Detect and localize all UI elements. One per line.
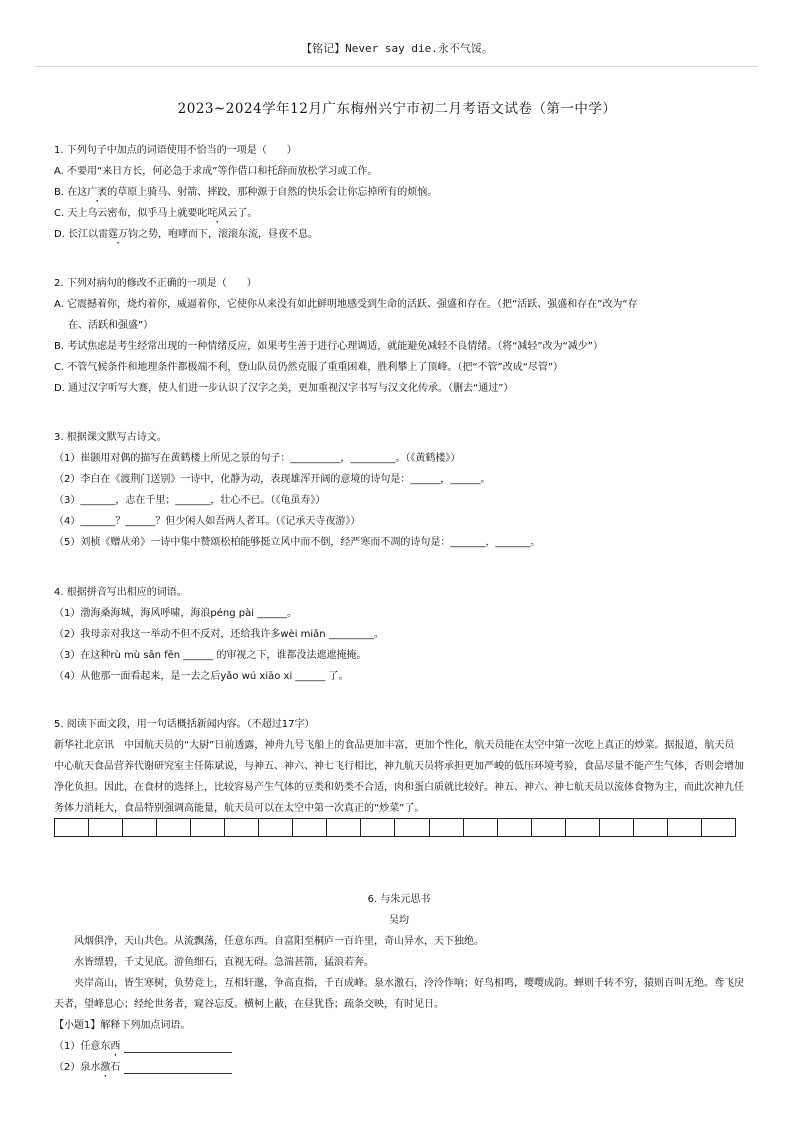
q2-option-d: D. 通过汉字听写大赛，使人们进一步认识了汉字之美，更加重视汉字书写与汉文化传承。（删去“通过”） bbox=[54, 383, 514, 394]
grid-cell[interactable] bbox=[89, 819, 123, 836]
grid-cell[interactable] bbox=[55, 819, 89, 836]
question-5 bbox=[54, 714, 744, 819]
q2-option-a: A. 它震撼着你，烧灼着你，威逼着你，它使你从来没有如此鲜明地感受到生命的活跃、强盛和存在。（把“活跃、强盛和存在”改为“存 bbox=[54, 299, 638, 310]
grid-cell[interactable] bbox=[634, 819, 668, 836]
answer-grid[interactable] bbox=[54, 818, 736, 837]
question-2 bbox=[54, 273, 744, 399]
q1-option-a: A. 不要用“来日方长，何必急于求成”等作借口和托辞而放松学习或工作。 bbox=[54, 166, 378, 177]
q4-line-3: （3）在这种rù mù sān fēn ______ 的审视之下，谁都没法遮遮掩掩。 bbox=[54, 650, 367, 661]
header-divider bbox=[36, 66, 758, 67]
dotted-word: 广袤 bbox=[87, 187, 108, 198]
q1-option-d: D. 长江以雷霆万钧之势，咆哮而下，滚滚东流，昼夜不息。 bbox=[54, 229, 319, 240]
grid-cell[interactable] bbox=[430, 819, 464, 836]
grid-cell[interactable] bbox=[668, 819, 702, 836]
grid-cell[interactable] bbox=[157, 819, 191, 836]
q6-author: 吴均 bbox=[389, 915, 409, 926]
q6-paragraph-1: 风烟俱净，天山共色。从流飘荡，任意东西。自富阳至桐庐一百许里，奇山异水，天下独绝。 bbox=[74, 936, 484, 947]
header-motto: 【铭记】Never say die.永不气馁。 bbox=[301, 42, 493, 55]
q4-stem: 4. 根据拼音写出相应的词语。 bbox=[54, 587, 187, 598]
grid-cell[interactable] bbox=[123, 819, 157, 836]
grid-cell[interactable] bbox=[600, 819, 634, 836]
q6-subquestion: 【小题1】解释下列加点词语。 bbox=[54, 1020, 191, 1031]
q3-line-5: （5）刘桢《赠从弟》一诗中集中赞颂松柏能够挺立风中而不倒，经严寒而不凋的诗句是：_______，_______。 bbox=[54, 537, 541, 548]
q2-stem: 2. 下列对病句的修改不正确的一项是（ ） bbox=[54, 278, 257, 289]
grid-cell[interactable] bbox=[702, 819, 735, 836]
grid-cell[interactable] bbox=[361, 819, 395, 836]
q2-option-a-cont: 在、活跃和强盛”） bbox=[68, 320, 154, 331]
answer-blank[interactable] bbox=[124, 1040, 232, 1053]
q5-passage: 新华社北京讯 中国航天员的“大厨”日前透露，神舟九号飞船上的食品更加丰富，更加个性化，航天员能在太空中第一次吃上真正的炒菜。据报道，航天员中心航天食品营养代谢研究室主任陈斌说，与神五、神六、神七飞行相比，神九航天员将承担更加严峻的低压环境考验，食品尽量不能产生气体，否则会增加净化负担。因此，在食材的选择上，比较容易产生气体的豆类和奶类不合适，肉和蛋白质就比较好。神五、神六、神七航天员以流体食物为主，而此次神九任务体力消耗大，食品特别强调高能量，航天员可以在太空中第一次真正的“炒菜”了。 bbox=[54, 740, 744, 814]
q4-line-1: （1）渤海桑海城，海风呼啸，海浪péng pài ______。 bbox=[54, 608, 298, 619]
q1-option-c: C. 天上乌云密布，似乎马上就要叱咤风云了。 bbox=[54, 208, 258, 219]
grid-cell[interactable] bbox=[498, 819, 532, 836]
q2-option-c: C. 不管气候条件和地理条件都极端不利，登山队员仍然克服了重重困难，胜利攀上了顶峰。（把“不管”改成“尽管”） bbox=[54, 362, 564, 373]
q4-line-2: （2）我母亲对我这一举动不但不反对，还给我许多wèi miǎn _________。 bbox=[54, 629, 384, 640]
grid-cell[interactable] bbox=[259, 819, 293, 836]
q3-line-3: （3）_______，志在千里；_______，壮心不已。（《龟虽寿》） bbox=[54, 495, 326, 506]
grid-cell[interactable] bbox=[191, 819, 225, 836]
grid-cell[interactable] bbox=[327, 819, 361, 836]
q4-line-4: （4）从他那一面看起来，是一去之后yǎo wú xiāo xi ______ 了。 bbox=[54, 671, 349, 682]
question-3 bbox=[54, 427, 744, 553]
answer-blank[interactable] bbox=[124, 1061, 232, 1074]
q1-stem: 1. 下列句子中加点的词语使用不恰当的一项是（ ） bbox=[54, 145, 297, 156]
q2-option-b: B. 考试焦虑是考生经常出现的一种情绪反应，如果考生善于进行心理调适，就能避免减轻不良情绪。（将“减轻”改为“减少”） bbox=[54, 341, 603, 352]
grid-cell[interactable] bbox=[225, 819, 259, 836]
question-6 bbox=[54, 889, 744, 1078]
q6-item-2: （2）泉水激石 bbox=[54, 1057, 744, 1078]
grid-cell[interactable] bbox=[293, 819, 327, 836]
q3-line-1: （1）崔颢用对偶的描写在黄鹤楼上所见之景的句子：__________，_________。（《黄鹤楼》） bbox=[54, 453, 461, 464]
grid-cell[interactable] bbox=[532, 819, 566, 836]
question-1 bbox=[54, 140, 744, 245]
question-4 bbox=[54, 582, 744, 687]
dotted-word: 雷霆万钧 bbox=[98, 229, 139, 240]
q6-paragraph-3: 夹岸高山，皆生寒树，负势竞上，互相轩邈，争高直指，千百成峰。泉水激石，泠泠作响；好鸟相鸣，嘤嘤成韵。蝉则千转不穷，猿则百叫无绝。鸢飞戾天者，望峰息心；经纶世务者，窥谷忘反。横柯上蔽，在昼犹昏；疏条交映，有时见日。 bbox=[54, 978, 744, 1010]
q3-line-2: （2）李白在《渡荆门送别》一诗中，化静为动，表现雄浑开阔的意境的诗句是：______，______。 bbox=[54, 474, 491, 485]
q3-stem: 3. 根据课文默写古诗文。 bbox=[54, 432, 167, 443]
q6-paragraph-2: 水皆缥碧，千丈见底。游鱼细石，直视无碍。急湍甚箭，猛浪若奔。 bbox=[74, 957, 374, 968]
grid-cell[interactable] bbox=[566, 819, 600, 836]
q3-line-4: （4）_______？______？但少闲人如吾两人者耳。（《记承天寺夜游》） bbox=[54, 516, 361, 527]
q6-item-1: （1）任意东西 bbox=[54, 1036, 744, 1057]
dotted-word: 叱咤风云 bbox=[197, 208, 238, 219]
grid-cell[interactable] bbox=[464, 819, 498, 836]
dotted-word: 激 bbox=[100, 1062, 111, 1073]
dotted-word: 西 bbox=[110, 1041, 121, 1052]
q6-title: 6. 与朱元思书 bbox=[367, 894, 431, 905]
grid-cell[interactable] bbox=[395, 819, 429, 836]
q1-option-b: B. 在这广袤的草原上骑马、射箭、摔跤，那种源于自然的快乐会让你忘掉所有的烦恼。 bbox=[54, 187, 438, 198]
q5-stem: 5. 阅读下面文段，用一句话概括新闻内容。（不超过17字） bbox=[54, 719, 315, 730]
page-title: 2023~2024学年12月广东梅州兴宁市初二月考语文试卷（第一中学） bbox=[177, 101, 617, 117]
